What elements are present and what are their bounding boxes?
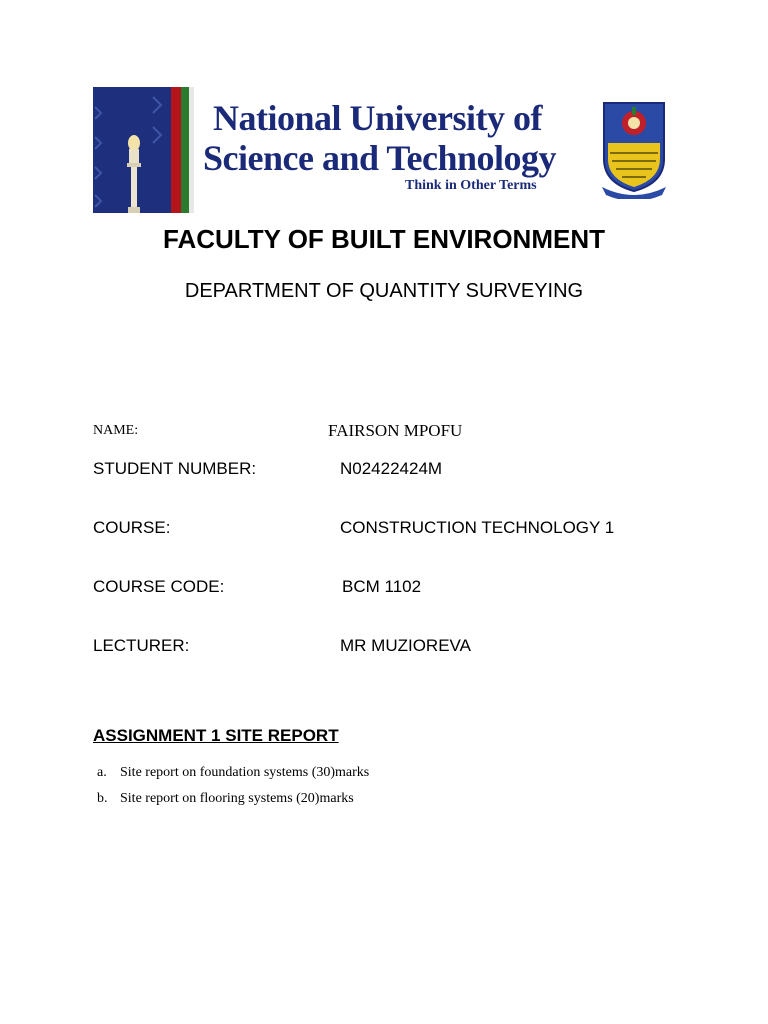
list-item (97, 791, 369, 817)
faculty-heading: FACULTY OF BUILT ENVIRONMENT (163, 224, 605, 254)
lecturer-label: LECTURER: (93, 636, 190, 655)
student-number-label: STUDENT NUMBER: (93, 459, 257, 478)
university-name-line2: Science and Technology (203, 138, 557, 178)
course-label: COURSE: (93, 518, 171, 537)
list-item-text: Site report on foundation systems (30)marks (120, 765, 370, 780)
university-banner (93, 87, 675, 213)
torch-icon (123, 135, 145, 213)
banner-red-stripe (171, 87, 181, 213)
assignment-list (97, 765, 369, 817)
department-heading: DEPARTMENT OF QUANTITY SURVEYING (184, 280, 584, 302)
banner-green-stripe (181, 87, 189, 213)
list-marker: b. (97, 791, 108, 806)
university-crest-icon (598, 99, 670, 199)
student-number-value: N02422424M (340, 459, 443, 478)
name-label: NAME: (93, 423, 139, 438)
list-item-text: Site report on flooring systems (20)marks (120, 791, 354, 806)
lecturer-value: MR MUZIOREVA (340, 636, 471, 655)
university-tagline: Think in Other Terms (405, 178, 537, 193)
course-code-value: BCM 1102 (342, 577, 422, 596)
university-name-line1: National University of (213, 98, 542, 138)
list-item (97, 765, 369, 791)
assignment-title: ASSIGNMENT 1 SITE REPORT (93, 726, 339, 745)
course-value: CONSTRUCTION TECHNOLOGY 1 (340, 518, 615, 537)
course-code-label: COURSE CODE: (93, 577, 225, 596)
list-marker: a. (97, 765, 107, 780)
banner-divider (189, 87, 194, 213)
name-value: FAIRSON MPOFU (328, 421, 463, 440)
banner-blue-panel (93, 87, 171, 213)
